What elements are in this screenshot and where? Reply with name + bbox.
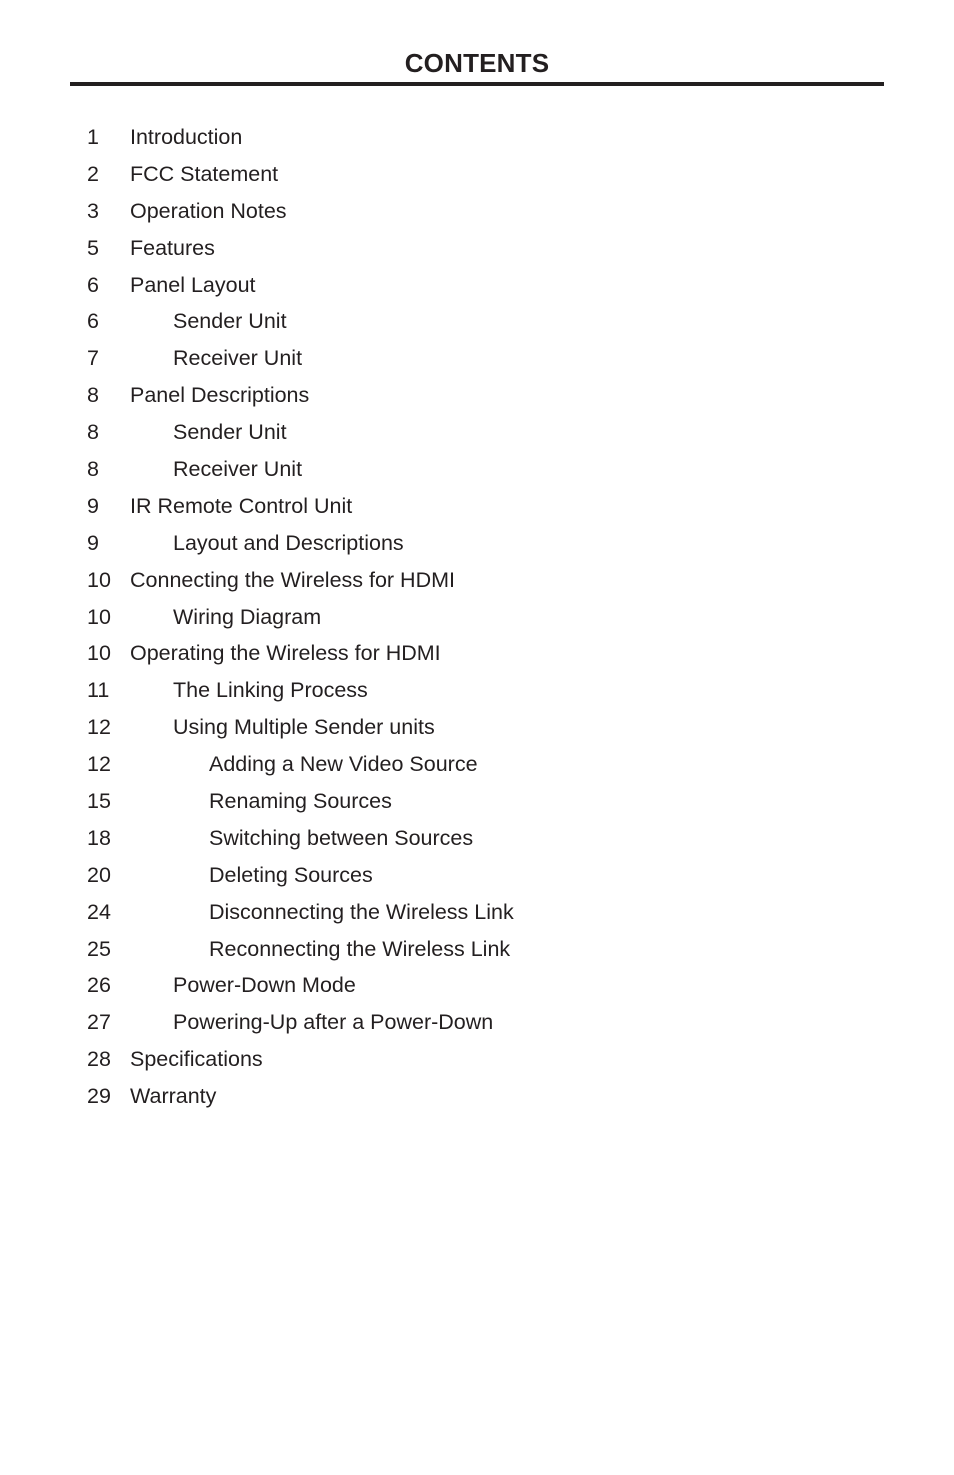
- toc-entry[interactable]: [0, 857, 954, 894]
- toc-page-number: 11: [87, 678, 110, 703]
- toc-entry-label: Using Multiple Sender units: [173, 715, 435, 740]
- toc-page-number: 6: [87, 309, 99, 334]
- toc-entry-label: Panel Layout: [130, 272, 256, 297]
- toc-entry[interactable]: [0, 267, 954, 304]
- toc-entry-label: Operation Notes: [130, 198, 287, 223]
- toc-entry[interactable]: [0, 340, 954, 377]
- table-of-contents: [0, 119, 954, 1115]
- toc-entry[interactable]: [0, 635, 954, 672]
- toc-page-number: 8: [87, 457, 99, 482]
- toc-page-number: 27: [87, 1010, 111, 1035]
- toc-entry-label: Power-Down Mode: [173, 973, 356, 998]
- toc-page-number: 8: [87, 383, 99, 408]
- toc-entry[interactable]: [0, 414, 954, 451]
- toc-entry[interactable]: [0, 967, 954, 1004]
- toc-page-number: 15: [87, 789, 111, 814]
- toc-entry[interactable]: [0, 156, 954, 193]
- toc-entry[interactable]: [0, 820, 954, 857]
- toc-entry[interactable]: [0, 488, 954, 525]
- toc-entry[interactable]: [0, 894, 954, 931]
- toc-page-number: 1: [87, 125, 99, 149]
- toc-entry[interactable]: [0, 931, 954, 968]
- toc-entry-label: The Linking Process: [173, 678, 368, 703]
- toc-entry-label: Disconnecting the Wireless Link: [209, 899, 514, 924]
- toc-entry-label: Receiver Unit: [173, 457, 303, 482]
- toc-page-number: 3: [87, 198, 99, 223]
- toc-page-number: 12: [87, 752, 111, 777]
- title-divider: [70, 82, 884, 86]
- toc-entry[interactable]: [0, 377, 954, 414]
- toc-entry-label: Warranty: [130, 1084, 217, 1109]
- toc-entry[interactable]: [0, 1041, 954, 1078]
- toc-page-number: 7: [87, 346, 99, 371]
- toc-entry[interactable]: [0, 303, 954, 340]
- toc-entry[interactable]: [0, 1004, 954, 1041]
- toc-page-number: 26: [87, 973, 111, 998]
- toc-entry-label: Layout and Descriptions: [173, 530, 404, 555]
- toc-entry[interactable]: [0, 230, 954, 267]
- toc-page-number: 29: [87, 1084, 111, 1109]
- toc-page-number: 5: [87, 235, 99, 260]
- toc-entry[interactable]: [0, 1078, 954, 1115]
- toc-entry[interactable]: [0, 599, 954, 636]
- page-title: CONTENTS: [404, 48, 550, 78]
- toc-entry-label: Connecting the Wireless for HDMI: [130, 567, 455, 592]
- toc-page-number: 28: [87, 1047, 111, 1072]
- toc-entry-label: Adding a New Video Source: [209, 752, 478, 777]
- toc-entry-label: Receiver Unit: [173, 346, 303, 371]
- toc-entry-label: Features: [130, 235, 215, 260]
- toc-entry-label: IR Remote Control Unit: [130, 493, 353, 518]
- toc-page-number: 10: [87, 567, 111, 592]
- toc-page-number: 24: [87, 899, 111, 924]
- toc-entry[interactable]: [0, 709, 954, 746]
- toc-entry-label: Wiring Diagram: [173, 604, 322, 629]
- toc-page-number: 10: [87, 604, 111, 629]
- toc-entry-label: Panel Descriptions: [130, 383, 310, 408]
- toc-entry-label: Operating the Wireless for HDMI: [130, 641, 441, 666]
- toc-page-number: 2: [87, 161, 99, 186]
- toc-entry[interactable]: [0, 562, 954, 599]
- toc-entry-label: Switching between Sources: [209, 825, 474, 850]
- toc-page-number: 20: [87, 862, 111, 887]
- toc-entry[interactable]: [0, 672, 954, 709]
- toc-entry-label: Sender Unit: [173, 420, 287, 445]
- toc-entry[interactable]: [0, 525, 954, 562]
- toc-entry-label: Introduction: [130, 125, 243, 149]
- toc-page-number: 25: [87, 936, 111, 961]
- toc-page-number: 12: [87, 715, 111, 740]
- toc-entry[interactable]: [0, 746, 954, 783]
- toc-entry[interactable]: [0, 193, 954, 230]
- toc-page-number: 8: [87, 420, 99, 445]
- toc-page-number: 6: [87, 272, 99, 297]
- toc-entry-label: Specifications: [130, 1047, 263, 1072]
- toc-page-number: 10: [87, 641, 111, 666]
- toc-entry-label: Sender Unit: [173, 309, 287, 334]
- toc-page-number: 18: [87, 825, 111, 850]
- toc-entry-label: Deleting Sources: [209, 862, 373, 887]
- toc-entry[interactable]: [0, 783, 954, 820]
- toc-entry-label: FCC Statement: [130, 161, 279, 186]
- toc-entry-label: Renaming Sources: [209, 789, 392, 814]
- toc-entry[interactable]: [0, 119, 954, 156]
- toc-entry-label: Reconnecting the Wireless Link: [209, 936, 511, 961]
- toc-page-number: 9: [87, 493, 99, 518]
- toc-entry-label: Powering-Up after a Power-Down: [173, 1010, 494, 1035]
- toc-entry[interactable]: [0, 451, 954, 488]
- toc-page-number: 9: [87, 530, 99, 555]
